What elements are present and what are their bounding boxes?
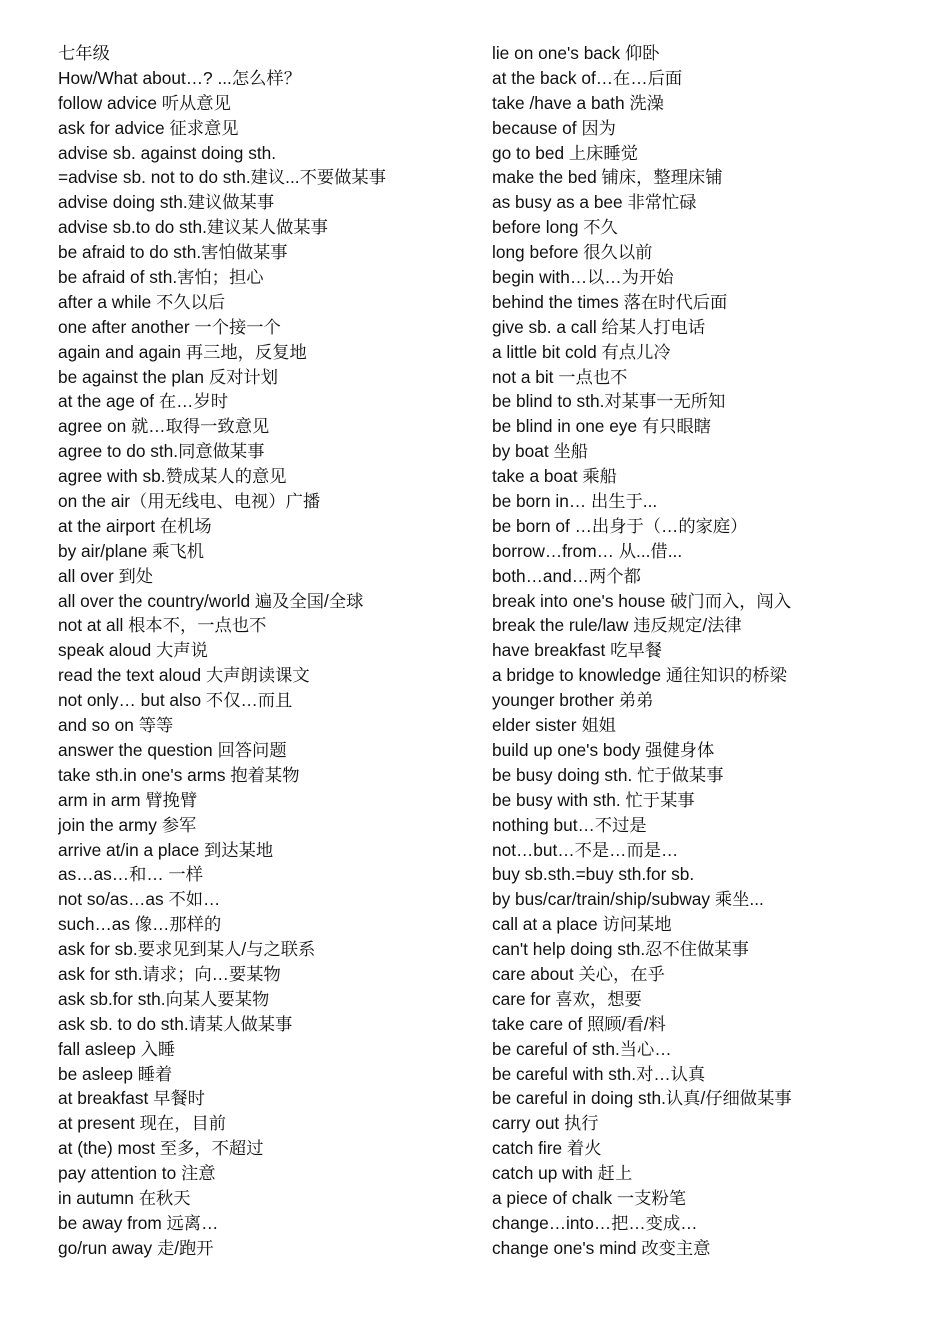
phrase-line: pay attention to 注意 xyxy=(58,1163,216,1184)
left-phrase-column xyxy=(58,41,478,1261)
phrase-line: ask for sb.要求见到某人/与之联系 xyxy=(58,939,316,960)
phrase-line: care about 关心，在乎 xyxy=(492,963,665,984)
phrase-line: not a bit 一点也不 xyxy=(492,366,628,387)
phrase-line: go to bed 上床睡觉 xyxy=(492,142,638,163)
phrase-line: be blind in one eye 有只眼瞎 xyxy=(492,416,712,437)
phrase-line: break into one's house 破门而入，闯入 xyxy=(492,590,792,611)
phrase-line: catch up with 赶上 xyxy=(492,1163,633,1184)
phrase-line: catch fire 着火 xyxy=(492,1138,602,1159)
phrase-line: be blind to sth.对某事一无所知 xyxy=(492,391,726,412)
phrase-line: by air/plane 乘飞机 xyxy=(58,540,204,561)
phrase-line: as busy as a bee 非常忙碌 xyxy=(492,192,697,213)
phrase-line: before long 不久 xyxy=(492,217,618,238)
phrase-line: by bus/car/train/ship/subway 乘坐... xyxy=(492,889,764,910)
phrase-line: ask for sth.请求；向…要某物 xyxy=(58,963,281,984)
phrase-line: take /have a bath 洗澡 xyxy=(492,92,664,113)
phrase-line: change…into…把…变成… xyxy=(492,1212,698,1233)
phrase-line: How/What about…? ...怎么样？ xyxy=(58,67,301,88)
phrase-line: join the army 参军 xyxy=(58,814,197,835)
phrase-line: agree with sb.赞成某人的意见 xyxy=(58,466,287,487)
phrase-line: as…as…和… 一样 xyxy=(58,864,203,885)
phrase-line: ask sb.for sth.向某人要某物 xyxy=(58,988,270,1009)
phrase-line: agree on 就…取得一致意见 xyxy=(58,416,270,437)
phrase-line: arm in arm 臂挽臂 xyxy=(58,789,198,810)
phrase-line: make the bed 铺床，整理床铺 xyxy=(492,167,723,188)
phrase-line: take care of 照顾/看/料 xyxy=(492,1013,666,1034)
phrase-line: younger brother 弟弟 xyxy=(492,690,654,711)
phrase-line: build up one's body 强健身体 xyxy=(492,739,715,760)
phrase-line: give sb. a call 给某人打电话 xyxy=(492,316,706,337)
phrase-line: be careful in doing sth.认真/仔细做某事 xyxy=(492,1088,792,1109)
phrase-line: a little bit cold 有点儿冷 xyxy=(492,341,671,362)
phrase-line: not at all 根本不，一点也不 xyxy=(58,615,267,636)
phrase-line: all over the country/world 遍及全国/全球 xyxy=(58,590,364,611)
phrase-line: after a while 不久以后 xyxy=(58,291,226,312)
phrase-line: long before 很久以前 xyxy=(492,242,653,263)
phrase-line: be busy doing sth. 忙于做某事 xyxy=(492,764,724,785)
phrase-line: buy sb.sth.=buy sth.for sb. xyxy=(492,864,695,885)
phrase-line: one after another 一个接一个 xyxy=(58,316,281,337)
phrase-line: have breakfast 吃早餐 xyxy=(492,640,663,661)
phrase-line: and so on 等等 xyxy=(58,715,174,736)
phrase-line: at present 现在，目前 xyxy=(58,1113,227,1134)
phrase-line: call at a place 访问某地 xyxy=(492,914,672,935)
phrase-line: agree to do sth.同意做某事 xyxy=(58,441,265,462)
phrase-line: such…as 像…那样的 xyxy=(58,914,222,935)
phrase-line: in autumn 在秋天 xyxy=(58,1187,191,1208)
phrase-line: be against the plan 反对计划 xyxy=(58,366,278,387)
phrase-line: arrive at/in a place 到达某地 xyxy=(58,839,274,860)
phrase-line: answer the question 回答问题 xyxy=(58,739,287,760)
phrase-line: be busy with sth. 忙于某事 xyxy=(492,789,695,810)
phrase-line: both…and…两个都 xyxy=(492,565,641,586)
phrase-line: speak aloud 大声说 xyxy=(58,640,208,661)
phrase-line: be afraid of sth.害怕；担心 xyxy=(58,267,264,288)
phrase-line: at breakfast 早餐时 xyxy=(58,1088,205,1109)
phrase-line: not so/as…as 不如… xyxy=(58,889,221,910)
phrase-line: by boat 坐船 xyxy=(492,441,589,462)
phrase-line: fall asleep 入睡 xyxy=(58,1038,176,1059)
phrase-line: change one's mind 改变主意 xyxy=(492,1237,711,1258)
phrase-line: ask for advice 征求意见 xyxy=(58,117,239,138)
phrase-line: elder sister 姐姐 xyxy=(492,715,616,736)
phrase-line: again and again 再三地，反复地 xyxy=(58,341,307,362)
phrase-line: at (the) most 至多，不超过 xyxy=(58,1138,264,1159)
phrase-line: nothing but…不过是 xyxy=(492,814,647,835)
phrase-line: read the text aloud 大声朗读课文 xyxy=(58,665,310,686)
phrase-line: lie on one's back 仰卧 xyxy=(492,43,660,63)
phrase-line: go/run away 走/跑开 xyxy=(58,1237,214,1258)
phrase-line: take a boat 乘船 xyxy=(492,466,617,487)
phrase-line: be away from 远离… xyxy=(58,1212,219,1233)
phrase-line: be born of …出身于（…的家庭） xyxy=(492,515,748,536)
phrase-line: a bridge to knowledge 通往知识的桥梁 xyxy=(492,665,787,686)
phrase-line: begin with…以…为开始 xyxy=(492,267,674,288)
phrase-line: borrow…from… 从...借... xyxy=(492,540,683,561)
phrase-line: at the back of…在…后面 xyxy=(492,67,683,88)
phrase-line: all over 到处 xyxy=(58,565,154,586)
phrase-line: advise sb.to do sth.建议某人做某事 xyxy=(58,217,328,238)
phrase-line: a piece of chalk 一支粉笔 xyxy=(492,1187,687,1208)
phrase-line: at the age of 在…岁时 xyxy=(58,391,229,412)
phrase-line: not only… but also 不仅…而且 xyxy=(58,690,293,711)
phrase-line: take sth.in one's arms 抱着某物 xyxy=(58,764,300,785)
phrase-line: not…but…不是…而是… xyxy=(492,839,679,860)
phrase-line: be born in… 出生于... xyxy=(492,491,658,512)
phrase-line: on the air（用无线电、电视）广播 xyxy=(58,491,321,512)
phrase-line: follow advice 听从意见 xyxy=(58,92,231,113)
phrase-line: advise sb. against doing sth. xyxy=(58,142,277,163)
phrase-line: be asleep 睡着 xyxy=(58,1063,173,1084)
phrase-line: can't help doing sth.忍不住做某事 xyxy=(492,939,749,960)
phrase-line: ask sb. to do sth.请某人做某事 xyxy=(58,1013,293,1034)
phrase-line: care for 喜欢，想要 xyxy=(492,988,642,1009)
phrase-line: because of 因为 xyxy=(492,117,616,138)
phrase-line: 七年级 xyxy=(58,43,110,63)
phrase-line: advise doing sth.建议做某事 xyxy=(58,192,275,213)
phrase-line: =advise sb. not to do sth.建议...不要做某事 xyxy=(58,167,386,188)
phrase-line: be careful of sth.当心… xyxy=(492,1038,672,1059)
phrase-line: be afraid to do sth.害怕做某事 xyxy=(58,242,288,263)
phrase-line: be careful with sth.对…认真 xyxy=(492,1063,706,1084)
right-phrase-column xyxy=(492,41,932,1261)
phrase-line: behind the times 落在时代后面 xyxy=(492,291,728,312)
phrase-line: at the airport 在机场 xyxy=(58,515,212,536)
phrase-line: carry out 执行 xyxy=(492,1113,599,1134)
phrase-line: break the rule/law 违反规定/法律 xyxy=(492,615,742,636)
